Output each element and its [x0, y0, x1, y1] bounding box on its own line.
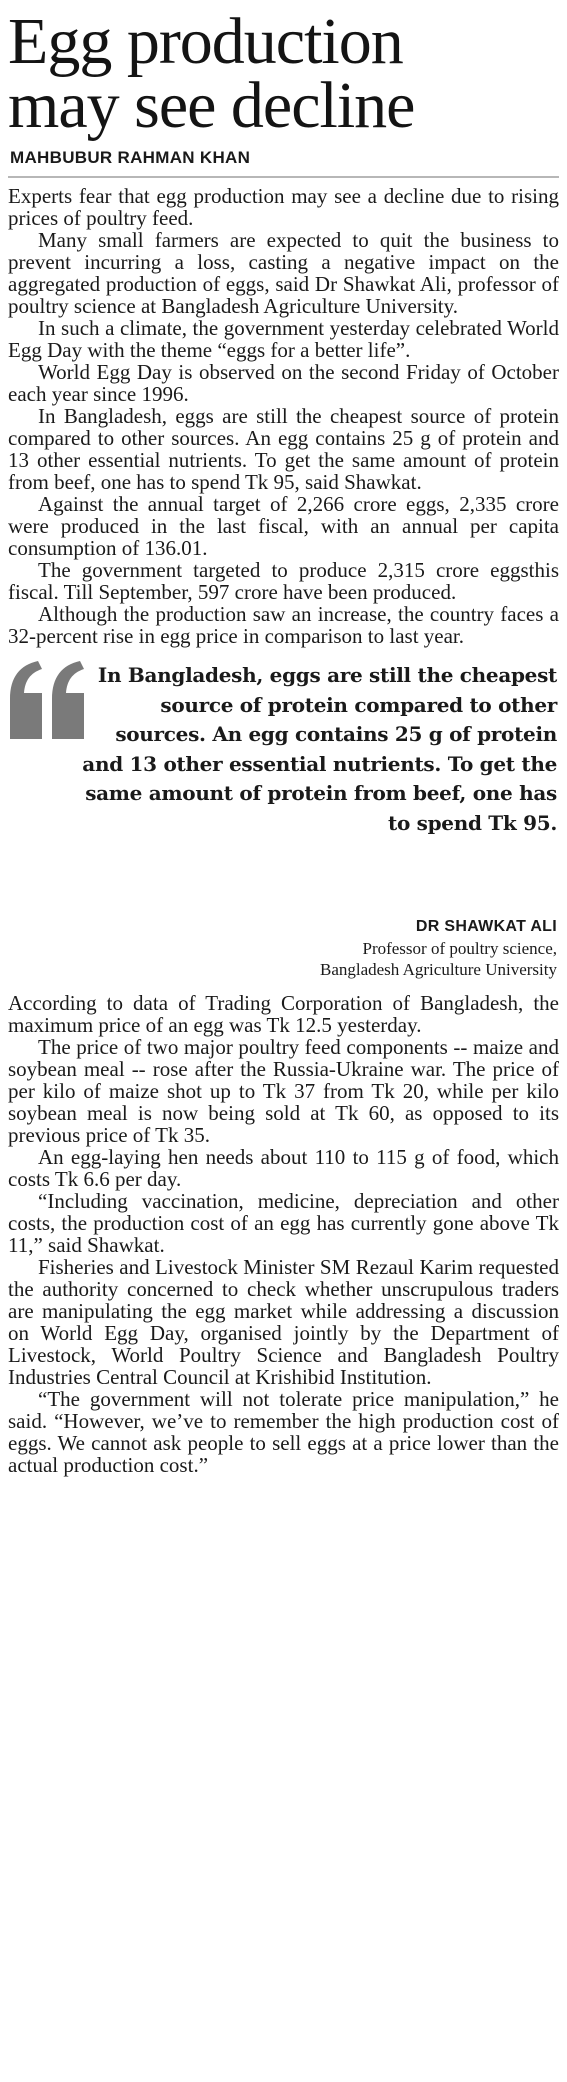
paragraph: “The government will not tolerate price manipulation,” he said. “However, we’ve to remember the high production cost of eggs. We cannot ask people to sell eggs at a price lower than the actual production cost.”	[8, 1387, 559, 1477]
pull-quote	[8, 661, 559, 906]
attribution-name: DR SHAWKAT ALI	[415, 918, 557, 935]
paragraph: Experts fear that egg production may see a decline due to rising prices of poultry feed.	[8, 184, 559, 230]
paragraph: Although the production saw an increase, the country faces a 32-percent rise in egg price in comparison to last year.	[8, 602, 559, 648]
headline-line-1: Egg production	[8, 5, 403, 78]
paragraph: In such a climate, the government yesterday celebrated World Egg Day with the theme “eggs for a better life”.	[8, 316, 559, 362]
attribution-affiliation: Bangladesh Agriculture University	[319, 960, 557, 979]
paragraph: Many small farmers are expected to quit the business to prevent incurring a loss, casting a negative impact on the aggregated production of eggs, said Dr Shawkat Ali, professor of poultry science at Bangladesh Agriculture University.	[8, 228, 559, 318]
headline-line-2: may see decline	[8, 69, 415, 142]
paragraph: In Bangladesh, eggs are still the cheapest source of protein compared to other sources. An egg contains 25 g of protein and 13 other essential nutrients. To get the same amount of protein from beef, one has to spend Tk 95, said Shawkat.	[8, 404, 559, 494]
paragraph: Fisheries and Livestock Minister SM Rezaul Karim requested the authority concerned to check whether unscrupulous traders are manipulating the egg market while addressing a discussion on World Egg Day, organised jointly by the Department of Livestock, World Poultry Science and Bangladesh Poultry Industries Central Council at Krishibid Institution.	[8, 1255, 559, 1389]
headline	[8, 5, 559, 142]
article-body-part-1	[8, 185, 559, 647]
byline: MAHBUBUR RAHMAN KHAN	[10, 148, 251, 167]
pull-quote-text: In Bangladesh, eggs are still the cheapest source of protein compared to other sources. An egg contains 25 g of protein and 13 other essential nutrients. To get the same amount of protein from beef, one has to spend Tk 95.	[82, 663, 557, 835]
pull-quote-attribution	[8, 916, 557, 980]
paragraph: According to data of Trading Corporation of Bangladesh, the maximum price of an egg was Tk 12.5 yesterday.	[8, 991, 559, 1037]
article	[8, 0, 559, 1476]
byline-divider	[8, 176, 559, 178]
paragraph: World Egg Day is observed on the second Friday of October each year since 1996.	[8, 360, 559, 406]
paragraph: An egg-laying hen needs about 110 to 115 g of food, which costs Tk 6.6 per day.	[8, 1145, 559, 1191]
paragraph: The price of two major poultry feed components -- maize and soybean meal -- rose after the Russia-Ukraine war. The price of per kilo of maize shot up to Tk 37 from Tk 20, while per kilo soybean meal is now being sold at Tk 60, as opposed to its previous price of Tk 35.	[8, 1035, 559, 1147]
paragraph: Against the annual target of 2,266 crore eggs, 2,335 crore were produced in the last fiscal, with an annual per capita consumption of 136.01.	[8, 492, 559, 560]
paragraph: The government targeted to produce 2,315 crore eggsthis fiscal. Till September, 597 crore have been produced.	[8, 558, 559, 604]
attribution-title: Professor of poultry science,	[362, 939, 557, 958]
paragraph: “Including vaccination, medicine, depreciation and other costs, the production cost of an egg has currently gone above Tk 11,” said Shawkat.	[8, 1189, 559, 1257]
article-body-part-2	[8, 992, 559, 1476]
